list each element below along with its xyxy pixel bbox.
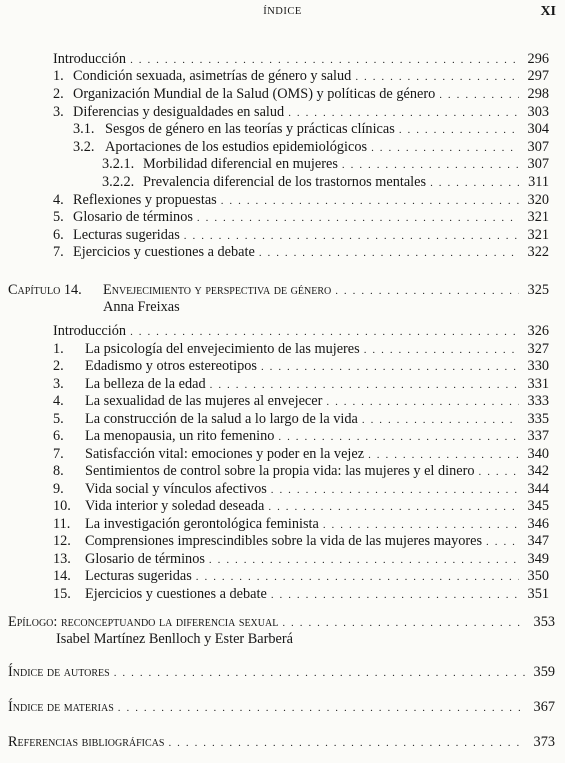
leader-dots [197, 210, 519, 227]
entry-page: 320 [527, 192, 549, 208]
toc-entry [53, 428, 549, 446]
toc-entry [53, 586, 549, 604]
epilogue-page: 353 [533, 614, 555, 630]
toc-entry [53, 244, 549, 262]
chapter-label: Capítulo 14. [8, 282, 82, 298]
leader-dots [271, 482, 519, 499]
entry-page: 307 [527, 139, 549, 155]
entry-page: 373 [533, 734, 555, 750]
entry-number: 10. [53, 498, 71, 514]
entry-label: Índice de materias [8, 699, 114, 715]
entry-number: 4. [53, 192, 64, 208]
entry-page: 347 [527, 533, 549, 549]
entry-page: 311 [528, 174, 549, 190]
entry-number: 5. [53, 411, 64, 427]
entry-page: 350 [527, 568, 549, 584]
toc-entry [53, 463, 549, 481]
leader-dots [364, 342, 519, 359]
toc-entry [53, 192, 549, 210]
toc-entry-introduction [53, 323, 549, 341]
toc-entry [53, 498, 549, 516]
back-matter-entry [8, 699, 555, 717]
entry-page: 322 [527, 244, 549, 260]
entry-page: 307 [527, 156, 549, 172]
epilogue-label: Epílogo: reconceptuando la diferencia sexual [8, 614, 279, 630]
toc-entry [53, 209, 549, 227]
entry-label: Diferencias y desigualdades en salud [73, 104, 285, 120]
entry-number: 13. [53, 551, 71, 567]
entry-number: 2. [53, 86, 64, 102]
entry-label: La sexualidad de las mujeres al envejecer [85, 393, 323, 409]
entry-number: 7. [53, 244, 64, 260]
chapter-author: Anna Freixas [103, 299, 180, 315]
entry-page: 330 [527, 358, 549, 374]
toc-entry [53, 227, 549, 245]
entry-number: 9. [53, 481, 64, 497]
toc-entry [53, 341, 549, 359]
entry-label: Glosario de términos [85, 551, 205, 567]
entry-number: 3.2.2. [102, 174, 135, 190]
leader-dots [261, 359, 519, 376]
entry-label: La menopausia, un rito femenino [85, 428, 275, 444]
leader-dots [184, 228, 519, 245]
leader-dots [196, 569, 519, 586]
toc-entry [53, 393, 549, 411]
leader-dots [130, 52, 519, 69]
entry-page: 345 [527, 498, 549, 514]
entry-page: 327 [527, 341, 549, 357]
toc-entry-introduction [53, 51, 549, 69]
leader-dots [278, 429, 519, 446]
entry-number: 3.1. [73, 121, 95, 137]
chapter-heading [8, 282, 549, 300]
toc-entry [53, 358, 549, 376]
leader-dots [439, 87, 519, 104]
toc-subentry [73, 139, 549, 157]
toc-entry [53, 446, 549, 464]
leader-dots [221, 193, 519, 210]
leader-dots [430, 175, 519, 192]
entry-number: 14. [53, 568, 71, 584]
entry-label: Ejercicios y cuestiones a debate [73, 244, 255, 260]
entry-label: Lecturas sugeridas [85, 568, 192, 584]
entry-label: La construcción de la salud a lo largo de la vida [85, 411, 358, 427]
entry-page: 346 [527, 516, 549, 532]
epilogue-heading [8, 614, 555, 632]
entry-number: 3. [53, 104, 64, 120]
entry-number: 6. [53, 227, 64, 243]
entry-page: 321 [527, 209, 549, 225]
leader-dots [479, 464, 520, 481]
entry-page: 337 [527, 428, 549, 444]
leader-dots [486, 534, 519, 551]
page-header [0, 0, 565, 26]
toc-entry [53, 104, 549, 122]
leader-dots [130, 324, 519, 341]
leader-dots [209, 552, 519, 569]
entry-page: 359 [533, 664, 555, 680]
entry-label: Índice de autores [8, 664, 110, 680]
toc-entry [53, 516, 549, 534]
entry-label: Vida social y vínculos afectivos [85, 481, 267, 497]
entry-page: 297 [527, 68, 549, 84]
back-matter-entry [8, 664, 555, 682]
entry-page: 303 [527, 104, 549, 120]
entry-page: 304 [527, 121, 549, 137]
entry-number: 2. [53, 358, 64, 374]
entry-number: 7. [53, 446, 64, 462]
entry-label: Satisfacción vital: emociones y poder en la vejez [85, 446, 365, 462]
leader-dots [168, 735, 525, 752]
entry-number: 12. [53, 533, 71, 549]
entry-page: 321 [527, 227, 549, 243]
entry-label: La investigación gerontológica feminista [85, 516, 319, 532]
entry-number: 3.2.1. [102, 156, 135, 172]
entry-page: 331 [527, 376, 549, 392]
entry-label: Sentimientos de control sobre la propia vida: las mujeres y el dinero [85, 463, 475, 479]
entry-number: 3.2. [73, 139, 95, 155]
toc-entry [53, 411, 549, 429]
entry-number: 4. [53, 393, 64, 409]
entry-number: 15. [53, 586, 71, 602]
entry-page: 298 [527, 86, 549, 102]
entry-page: 340 [527, 446, 549, 462]
toc-subentry [73, 121, 549, 139]
entry-label: Referencias bibliográficas [8, 734, 165, 750]
header-page-number: XI [540, 4, 556, 19]
entry-label: Condición sexuada, asimetrías de género y salud [73, 68, 352, 84]
back-matter-entry [8, 734, 555, 752]
entry-number: 1. [53, 68, 64, 84]
entry-label: Lecturas sugeridas [73, 227, 180, 243]
toc-entry [53, 86, 549, 104]
leader-dots [118, 700, 525, 717]
entry-label: Morbilidad diferencial en mujeres [143, 156, 338, 172]
leader-dots [355, 69, 519, 86]
leader-dots [271, 587, 519, 604]
leader-dots [368, 447, 519, 464]
entry-page: 326 [527, 323, 549, 339]
entry-label: Organización Mundial de la Salud (OMS) y políticas de género [73, 86, 436, 102]
entry-label: Edadismo y otros estereotipos [85, 358, 257, 374]
toc-entry [53, 68, 549, 86]
entry-label: Prevalencia diferencial de los trastornos mentales [143, 174, 427, 190]
entry-page: 335 [527, 411, 549, 427]
toc-entry [53, 568, 549, 586]
toc-entry [53, 551, 549, 569]
leader-dots [399, 122, 519, 139]
leader-dots [362, 412, 519, 429]
entry-label: Reflexiones y propuestas [73, 192, 217, 208]
entry-page: 296 [527, 51, 549, 67]
chapter-title: Envejecimiento y perspectiva de género [103, 282, 332, 298]
entry-label: Introducción [53, 51, 127, 67]
entry-label: La belleza de la edad [85, 376, 206, 392]
header-title: ÍNDICE [263, 6, 302, 17]
entry-number: 1. [53, 341, 64, 357]
entry-page: 349 [527, 551, 549, 567]
leader-dots [288, 105, 519, 122]
leader-dots [268, 499, 519, 516]
toc-subsubentry [102, 156, 549, 174]
entry-number: 5. [53, 209, 64, 225]
entry-page: 333 [527, 393, 549, 409]
entry-label: Glosario de términos [73, 209, 193, 225]
entry-number: 6. [53, 428, 64, 444]
entry-label: Vida interior y soledad deseada [85, 498, 265, 514]
entry-page: 367 [533, 699, 555, 715]
toc-entry [53, 481, 549, 499]
entry-label: La psicología del envejecimiento de las mujeres [85, 341, 360, 357]
entry-page: 351 [527, 586, 549, 602]
leader-dots [114, 665, 525, 682]
chapter-page: 325 [527, 282, 549, 298]
leader-dots [326, 394, 519, 411]
entry-label: Comprensiones imprescindibles sobre la vida de las mujeres mayores [85, 533, 483, 549]
leader-dots [282, 615, 525, 632]
entry-label: Aportaciones de los estudios epidemiológicos [105, 139, 368, 155]
toc-entry [53, 533, 549, 551]
leader-dots [210, 377, 519, 394]
entry-label: Sesgos de género en las teorías y prácticas clínicas [105, 121, 395, 137]
entry-number: 11. [53, 516, 71, 532]
entry-page: 344 [527, 481, 549, 497]
entry-number: 8. [53, 463, 64, 479]
epilogue-authors: Isabel Martínez Benlloch y Ester Barberá [56, 631, 293, 647]
toc-entry [53, 376, 549, 394]
entry-label: Introducción [53, 323, 127, 339]
leader-dots [371, 140, 519, 157]
toc-subsubentry [102, 174, 549, 192]
leader-dots [335, 283, 519, 300]
entry-number: 3. [53, 376, 64, 392]
leader-dots [323, 517, 519, 534]
leader-dots [342, 157, 519, 174]
entry-label: Ejercicios y cuestiones a debate [85, 586, 267, 602]
leader-dots [259, 245, 519, 262]
entry-page: 342 [527, 463, 549, 479]
